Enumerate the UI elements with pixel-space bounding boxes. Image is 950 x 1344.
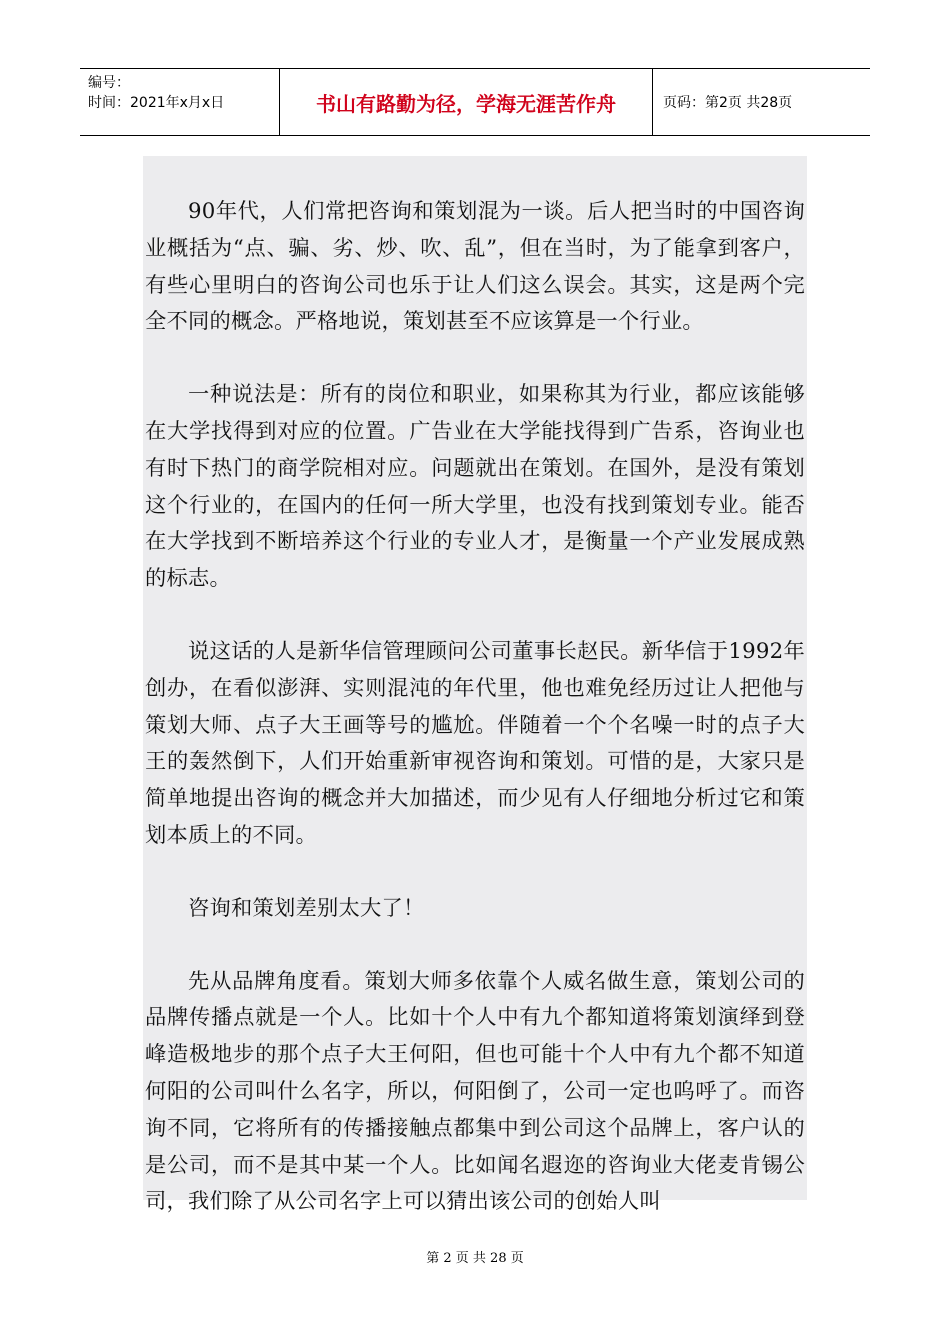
page-header	[80, 68, 870, 136]
document-number-label: 编号：	[88, 75, 130, 91]
paragraph-3: 说这话的人是新华信管理顾问公司董事长赵民。新华信于1992年创办，在看似澎湃、实则混沌的年代里，他也难免经历过让人把他与策划大师、点子大王画等号的尴尬。伴随着一个个名噪一时的点子大王的轰然倒下，人们开始重新审视咨询和策划。可惜的是，大家只是简单地提出咨询的概念并大加描述，而少见有人仔细地分析过它和策划本质上的不同。	[145, 638, 805, 848]
header-motto: 书山有路勤为径，学海无涯苦作舟	[280, 69, 653, 135]
paragraph-5: 先从品牌角度看。策划大师多依靠个人威名做生意，策划公司的品牌传播点就是一个人。比如十个人中有九个都知道将策划演绎到登峰造极地步的那个点子大王何阳，但也可能十个人中有九个都不知道何阳的公司叫什么名字，所以，何阳倒了，公司一定也呜呼了。而咨询不同，它将所有的传播接触点都集中到公司这个品牌上，客户认的是公司，而不是其中某一个人。比如闻名遐迩的咨询业大佬麦肯锡公司，我们除了从公司名字上可以猜出该公司的创始人叫	[145, 968, 805, 1215]
paragraph-2: 一种说法是：所有的岗位和职业，如果称其为行业，都应该能够在大学找得到对应的位置。广告业在大学能找得到广告系，咨询业也有时下热门的商学院相对应。问题就出在策划。在国外，是没有策划这个行业的，在国内的任何一所大学里，也没有找到策划专业。能否在大学找到不断培养这个行业的专业人才，是衡量一个产业发展成熟的标志。	[145, 382, 805, 592]
header-page-info: 页码：第2页 共28页	[663, 95, 793, 111]
page-footer: 第 2 页 共 28 页	[426, 1251, 524, 1266]
paragraph-4: 咨询和策划差别太大了！	[188, 895, 425, 921]
paragraph-1: 90年代，人们常把咨询和策划混为一谈。后人把当时的中国咨询业概括为“点、骗、劣、炒、吹、乱”，但在当时，为了能拿到客户，有些心里明白的咨询公司也乐于让人们这么误会。其实，这是两个完全不同的概念。严格地说，策划甚至不应该算是一个行业。	[145, 199, 805, 335]
document-time-label: 时间：2021年x月x日	[88, 95, 225, 111]
header-meta	[80, 69, 280, 135]
document-body	[143, 156, 807, 1215]
